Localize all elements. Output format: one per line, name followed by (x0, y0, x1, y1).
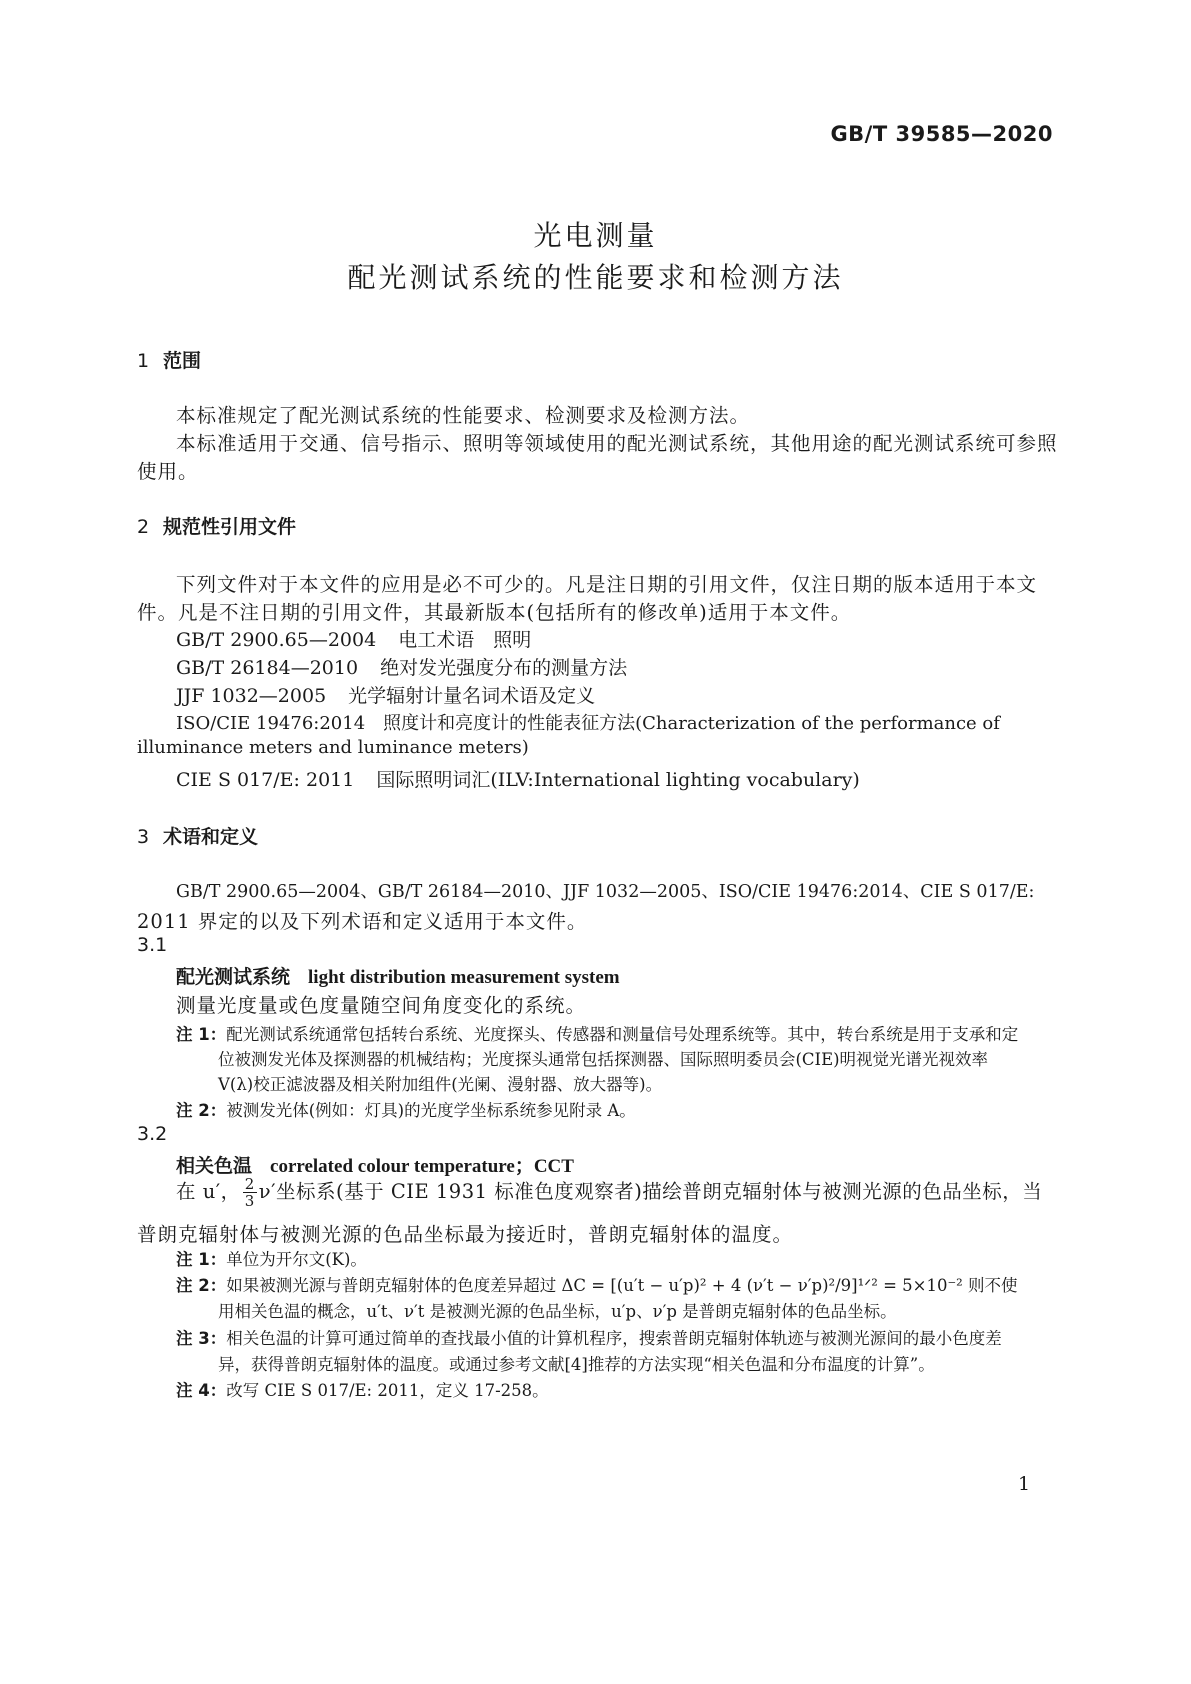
reference-item (176, 765, 860, 792)
fraction-denominator: 3 (244, 1192, 255, 1210)
reference-code: ISO/CIE 19476:2014 (176, 713, 366, 734)
note-label: 注 1： (176, 1025, 227, 1044)
term-3-2-note-2 (176, 1272, 1018, 1296)
title-line-1: 光电测量 (533, 219, 658, 252)
definition-prefix: 在 u′， (176, 1180, 241, 1203)
note-text: 改写 CIE S 017/E: 2011，定义 17-258。 (226, 1381, 549, 1400)
section-2-para-line-2: 件。凡是不注日期的引用文件，其最新版本(包括所有的修改单)适用于本文件。 (137, 601, 852, 624)
term-3-2-heading (176, 1151, 574, 1178)
term-3-1-chinese: 配光测试系统 (176, 966, 291, 988)
reference-title: 光学辐射计量名词术语及定义 (348, 685, 596, 707)
section-1-number: 1 (137, 350, 150, 372)
note-text: 被测发光体(例如：灯具)的光度学坐标系统参见附录 A。 (226, 1101, 636, 1120)
term-3-1-note-1-line-2: 位被测发光体及探测器的机械结构；光度探头通常包括探测器、国际照明委员会(CIE)明视觉光谱光视效率 (218, 1050, 989, 1069)
reference-item (176, 625, 531, 652)
term-3-2-note-1 (176, 1246, 367, 1270)
section-3-para-line-2: 2011 界定的以及下列术语和定义适用于本文件。 (137, 910, 588, 933)
reference-continuation: illuminance meters and luminance meters) (137, 737, 529, 758)
section-1-para-1: 本标准规定了配光测试系统的性能要求、检测要求及检测方法。 (176, 404, 751, 427)
reference-title: 电工术语 照明 (398, 629, 532, 651)
section-3-para-line-1: GB/T 2900.65—2004、GB/T 26184—2010、JJF 1032—2005、ISO/CIE 19476:2014、CIE S 017/E: (176, 882, 1035, 902)
reference-title: 国际照明词汇(ILV:International lighting vocabulary) (376, 769, 860, 791)
section-2-title: 规范性引用文件 (163, 516, 297, 538)
note-text: 相关色温的计算可通过简单的查找最小值的计算机程序，搜索普朗克辐射体轨迹与被测光源间的最小色度差 (226, 1329, 1002, 1348)
section-1-para-2-line-1: 本标准适用于交通、信号指示、照明等领域使用的配光测试系统，其他用途的配光测试系统可参照 (176, 432, 1058, 455)
standard-code: GB/T 39585—2020 (830, 122, 1053, 146)
section-2-para-line-1: 下列文件对于本文件的应用是必不可少的。凡是注日期的引用文件，仅注日期的版本适用于本文 (176, 573, 1038, 596)
term-3-2-note-3 (176, 1325, 1002, 1349)
note-label: 注 2： (176, 1276, 227, 1295)
reference-code: JJF 1032—2005 (176, 685, 327, 707)
term-3-2-note-4 (176, 1377, 549, 1401)
term-3-1-heading (176, 962, 620, 989)
section-1-para-2-line-2: 使用。 (137, 460, 199, 483)
reference-title: 照度计和亮度计的性能表征方法(Characterization of the performance of (383, 713, 1000, 734)
term-3-2-note-2-line-2: 用相关色温的概念，u′t、ν′t 是被测光源的色品坐标，u′p、ν′p 是普朗克辐射体的色品坐标。 (218, 1302, 897, 1321)
term-3-1-number: 3.1 (137, 934, 168, 956)
reference-item (176, 653, 627, 680)
section-2-heading (137, 512, 296, 539)
reference-code: GB/T 2900.65—2004 (176, 629, 377, 651)
reference-title: 绝对发光强度分布的测量方法 (380, 657, 628, 679)
note-label: 注 2： (176, 1101, 227, 1120)
note-label: 注 3： (176, 1329, 227, 1348)
term-3-2-chinese: 相关色温 (176, 1155, 253, 1177)
term-3-2-definition-line-2: 普朗克辐射体与被测光源的色品坐标最为接近时，普朗克辐射体的温度。 (137, 1223, 794, 1246)
reference-item (176, 681, 595, 708)
term-3-1-english: light distribution measurement system (308, 967, 620, 988)
note-label: 注 1： (176, 1250, 227, 1269)
section-1-title: 范围 (163, 350, 202, 372)
note-label: 注 4： (176, 1381, 227, 1400)
note-text: 单位为开尔文(K)。 (226, 1250, 367, 1269)
section-3-title: 术语和定义 (163, 826, 259, 848)
term-3-1-definition: 测量光度量或色度量随空间角度变化的系统。 (176, 994, 587, 1017)
section-3-heading (137, 822, 258, 849)
reference-code: CIE S 017/E: 2011 (176, 769, 355, 791)
note-text: 如果被测光源与普朗克辐射体的色度差异超过 ΔC = [(u′t − u′p)² + 4 (ν′t − ν′p)²/9]¹ᐟ² = 5×10⁻² 则不使 (226, 1276, 1018, 1295)
section-1-heading (137, 346, 201, 373)
section-2-number: 2 (137, 516, 150, 538)
term-3-1-note-2 (176, 1097, 636, 1121)
page-number: 1 (1018, 1473, 1031, 1495)
definition-suffix: ν′坐标系(基于 CIE 1931 标准色度观察者)描绘普朗克辐射体与被测光源的色品坐标，当 (258, 1180, 1043, 1203)
term-3-2-english: correlated colour temperature；CCT (270, 1156, 574, 1177)
two-thirds-fraction (243, 1176, 257, 1209)
term-3-2-note-3-line-2: 异，获得普朗克辐射体的温度。或通过参考文献[4]推荐的方法实现“相关色温和分布温度的计算”。 (218, 1355, 935, 1374)
term-3-1-note-1 (176, 1021, 1018, 1045)
fraction-numerator: 2 (244, 1175, 255, 1193)
reference-code: GB/T 26184—2010 (176, 657, 359, 679)
title-line-2: 配光测试系统的性能要求和检测方法 (347, 261, 844, 294)
note-text: 配光测试系统通常包括转台系统、光度探头、传感器和测量信号处理系统等。其中，转台系统是用于支承和定 (226, 1025, 1019, 1044)
term-3-1-note-1-line-3: V(λ)校正滤波器及相关附加组件(光阑、漫射器、放大器等)。 (218, 1075, 663, 1094)
reference-item (176, 709, 1000, 735)
section-3-number: 3 (137, 826, 150, 848)
term-3-2-number: 3.2 (137, 1123, 168, 1145)
term-3-2-definition-line-1 (176, 1176, 1042, 1209)
